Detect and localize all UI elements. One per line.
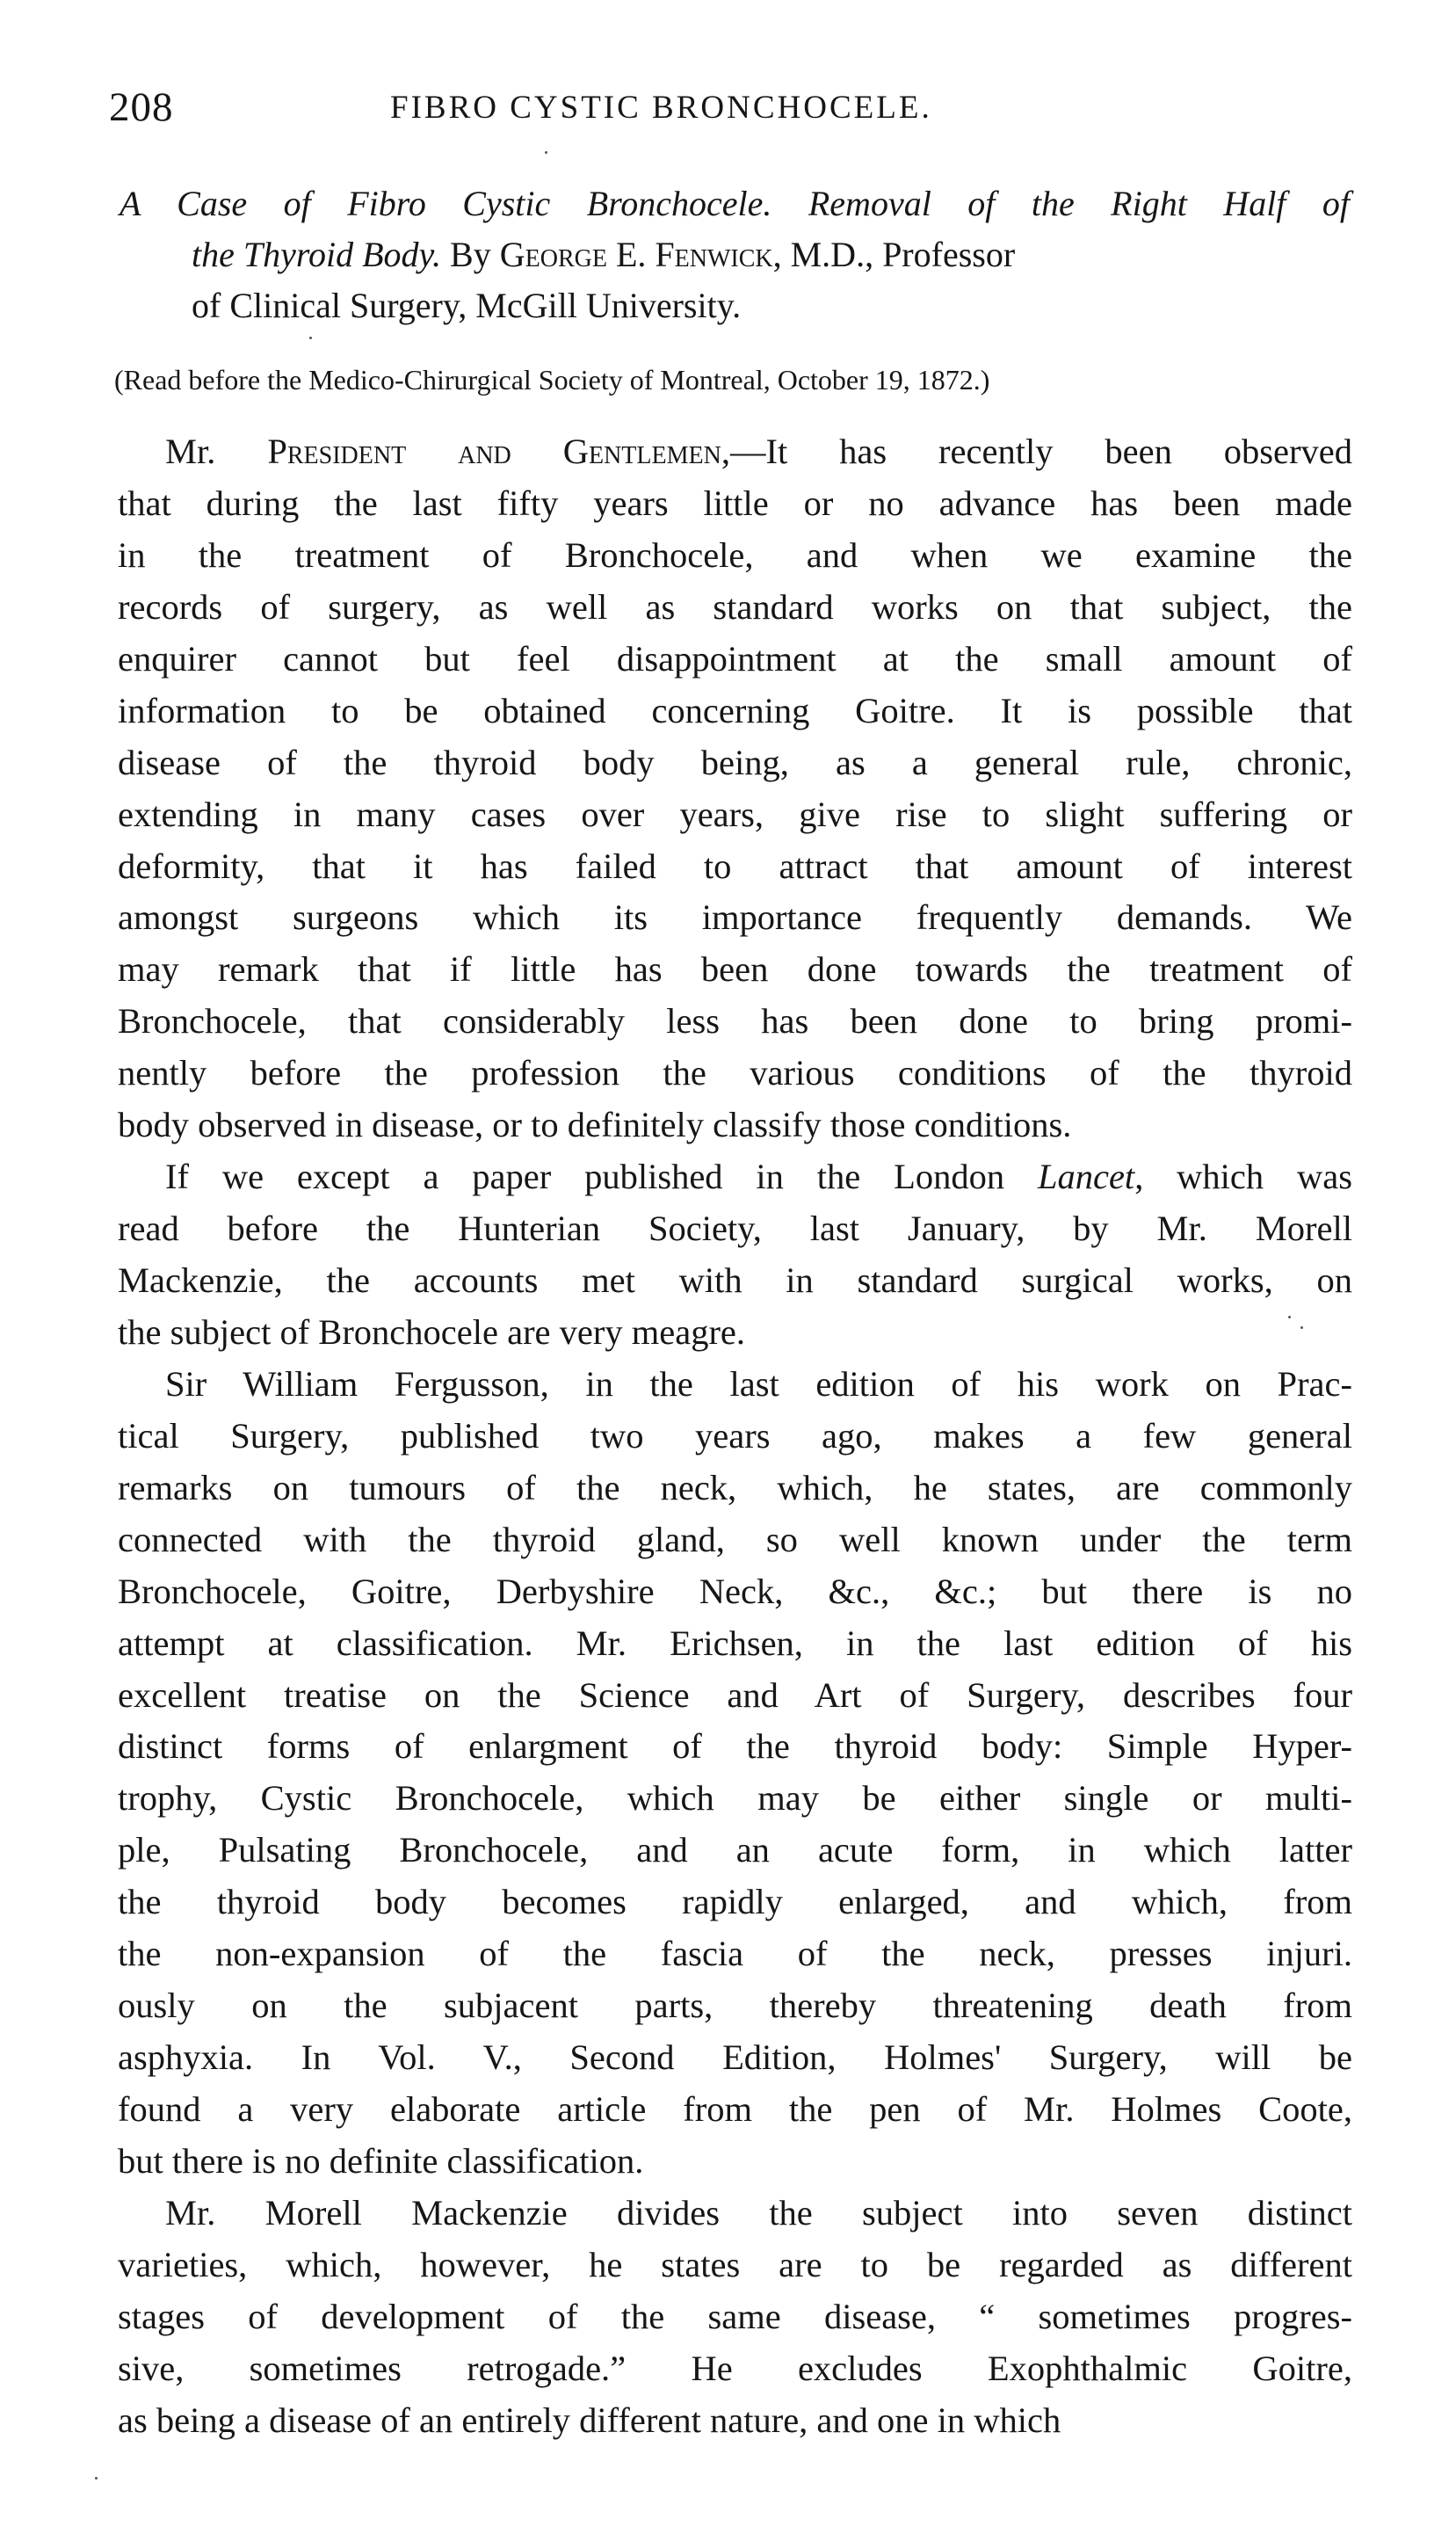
text-line: in the treatment of Bronchocele, and when we examine the	[118, 534, 1352, 575]
text-line: excellent treatise on the Science and Art of Surgery, describes four	[118, 1674, 1352, 1715]
text-line: Mackenzie, the accounts met with in standard surgical works, on	[118, 1260, 1352, 1300]
page-number: 208	[109, 84, 174, 130]
paragraph	[118, 426, 1352, 1151]
text-line: read before the Hunterian Society, last January, by Mr. Morell	[118, 1209, 1352, 1249]
print-speck	[545, 151, 547, 154]
text-line: Mr. President and Gentlemen,—It has recently been observed	[165, 432, 1352, 471]
article-title	[120, 178, 1350, 331]
article-title-line	[120, 229, 1350, 280]
text-line: the thyroid body becomes rapidly enlarged, and which, from	[118, 1882, 1352, 1922]
article-body	[118, 426, 1352, 2447]
text-line: as being a disease of an entirely different nature, and one in which	[118, 2400, 1061, 2440]
running-title: FIBRO CYSTIC BRONCHOCELE.	[390, 90, 932, 126]
text-line: distinct forms of enlargment of the thyroid body: Simple Hyper-	[118, 1726, 1352, 1767]
print-speck	[1288, 1316, 1291, 1318]
paragraph	[118, 1151, 1352, 1359]
text-line: the subject of Bronchocele are very meagre.	[118, 1311, 746, 1352]
byline-prefix: By	[441, 235, 500, 274]
text-line: stages of development of the same disease, “ sometimes progres-	[118, 2296, 1352, 2336]
author-name: George E. Fenwick,	[499, 235, 782, 274]
page-header	[109, 81, 1348, 134]
text-line: the non-expansion of the fascia of the neck, presses injuri.	[118, 1934, 1352, 1974]
author-affiliation: of Clinical Surgery, McGill University.	[192, 286, 742, 325]
text-line: enquirer cannot but feel disappointment at the small amount of	[118, 638, 1352, 679]
print-speck	[95, 2477, 98, 2480]
text-line: ple, Pulsating Bronchocele, and an acute form, in which latter	[118, 1830, 1352, 1870]
text-line: amongst surgeons which its importance frequently demands. We	[118, 897, 1352, 938]
text-line: Bronchocele, Goitre, Derbyshire Neck, &c., &c.; but there is no	[118, 1571, 1352, 1611]
salutation-small-caps: President and Gentlemen,	[267, 432, 730, 471]
text-line: remarks on tumours of the neck, which, he states, are commonly	[118, 1467, 1352, 1507]
text-line: connected with the thyroid gland, so well known under the term	[118, 1519, 1352, 1559]
text-line: information to be obtained concerning Goitre. It is possible that	[118, 690, 1352, 730]
text-line: tical Surgery, published two years ago, makes a few general	[118, 1415, 1352, 1456]
text-line: trophy, Cystic Bronchocele, which may be either single or multi-	[118, 1778, 1352, 1819]
text-line: attempt at classification. Mr. Erichsen, in the last edition of his	[118, 1623, 1352, 1663]
text-line: records of surgery, as well as standard works on that subject, the	[118, 586, 1352, 627]
print-speck	[1300, 1326, 1303, 1329]
text-line: that during the last fifty years little or no advance has been made	[118, 483, 1352, 523]
text-line: Sir William Fergusson, in the last edition of his work on Prac-	[165, 1363, 1352, 1404]
text-line: disease of the thyroid body being, as a general rule, chronic,	[118, 742, 1352, 782]
presentation-note: (Read before the Medico-Chirurgical Society of Montreal, October 19, 1872.)	[114, 364, 990, 396]
journal-name: Lancet	[1037, 1157, 1135, 1197]
text-line: body observed in disease, or to definitely classify those conditions.	[118, 1105, 1072, 1145]
text-line: deformity, that it has failed to attract that amount of interest	[118, 846, 1352, 886]
author-credentials: M.D., Professor	[781, 235, 1016, 274]
text-line: sive, sometimes retrogade.” He excludes Exophthalmic Goitre,	[118, 2348, 1352, 2388]
text-line: asphyxia. In Vol. V., Second Edition, Holmes' Surgery, will be	[118, 2037, 1352, 2078]
text-line: Mr. Morell Mackenzie divides the subject into seven distinct	[165, 2192, 1352, 2233]
paragraph	[118, 1359, 1352, 2188]
text-line: found a very elaborate article from the pen of Mr. Holmes Coote,	[118, 2089, 1352, 2129]
text-line: ously on the subjacent parts, thereby threatening death from	[118, 1986, 1352, 2026]
text-line: varieties, which, however, he states are to be regarded as different	[118, 2244, 1352, 2284]
title-text: the Thyroid Body.	[192, 235, 442, 274]
text-line: If we except a paper published in the London Lancet, which was	[165, 1157, 1352, 1197]
article-title-line: A Case of Fibro Cystic Bronchocele. Removal of the Right Half of	[120, 184, 1350, 223]
text-line: Bronchocele, that considerably less has been done to bring promi-	[118, 1001, 1352, 1042]
text-line: but there is no definite classification.	[118, 2140, 644, 2181]
text-line: may remark that if little has been done towards the treatment of	[118, 949, 1352, 990]
text-line: extending in many cases over years, give rise to slight suffering or	[118, 794, 1352, 834]
text-line: nently before the profession the various conditions of the thyroid	[118, 1053, 1352, 1093]
print-speck	[309, 337, 312, 339]
paragraph	[118, 2188, 1352, 2447]
